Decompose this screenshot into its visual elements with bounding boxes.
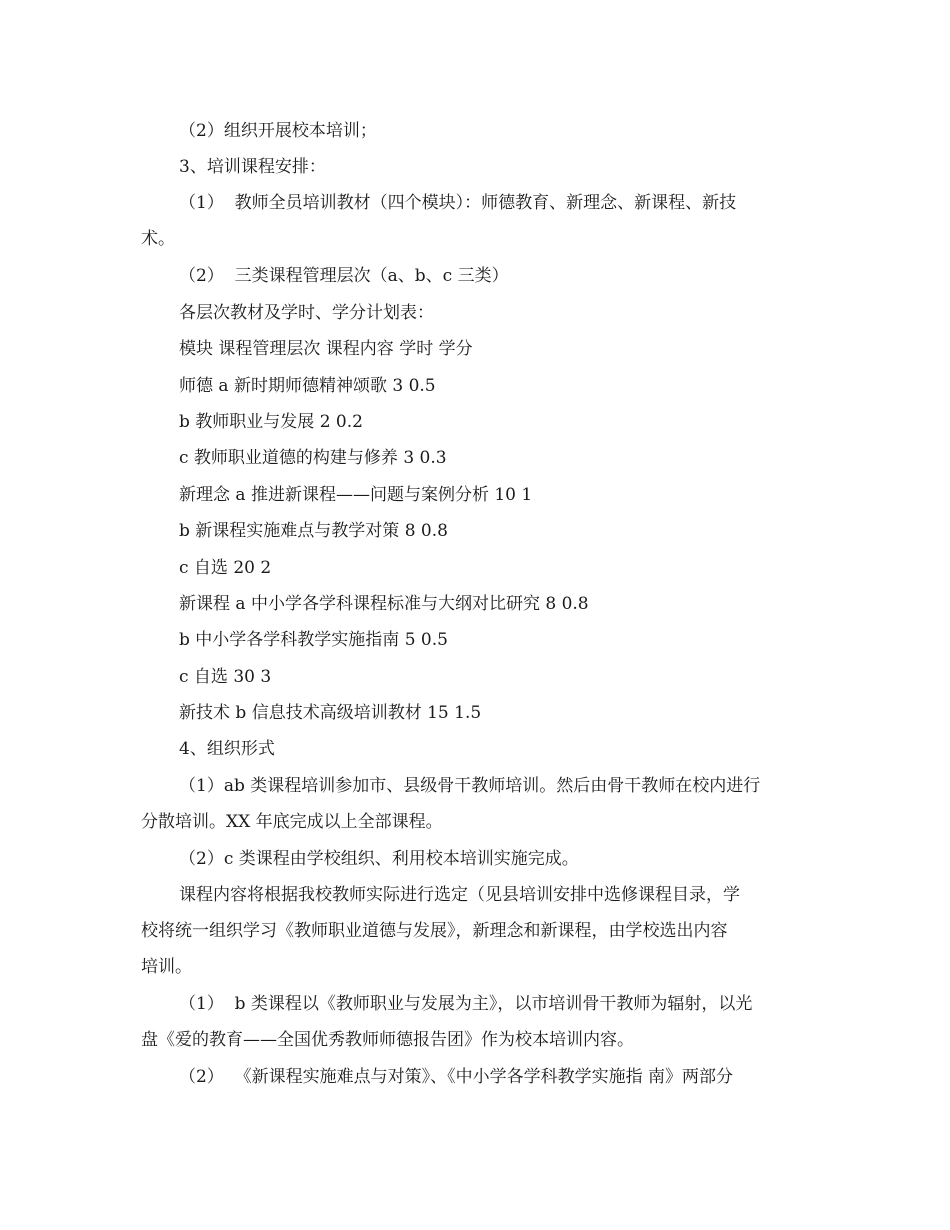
- text-line: （1）ab 类课程培训参加市、县级骨干教师培训。然后由骨干教师在校内进行: [179, 776, 761, 796]
- section-heading: 4、组织形式: [179, 739, 275, 759]
- text-line: 术。: [141, 229, 175, 249]
- text-line: （2） 《新课程实施难点与对策》、《中小学各学科教学实施指 南》两部分: [179, 1067, 734, 1087]
- section-heading: 3、培训课程安排：: [179, 157, 326, 177]
- table-row-line: 新课程 a 中小学各学科课程标准与大纲对比研究 8 0.8: [179, 594, 589, 614]
- text-line: 分散培训。XX 年底完成以上全部课程。: [141, 812, 443, 832]
- text-line: 盘《爱的教育——全国优秀教师师德报告团》作为校本培训内容。: [141, 1030, 634, 1050]
- table-header-line: 模块 课程管理层次 课程内容 学时 学分: [179, 339, 473, 359]
- table-row-line: b 新课程实施难点与教学对策 8 0.8: [179, 521, 448, 541]
- text-line: （2） 三类课程管理层次（a、b、c 三类）: [179, 266, 509, 286]
- table-row-line: c 自选 20 2: [179, 558, 272, 578]
- text-line: （2）组织开展校本培训；: [179, 121, 377, 141]
- text-line: 培训。: [141, 957, 192, 977]
- text-line: 课程内容将根据我校教师实际进行选定（见县培训安排中选修课程目录，学: [179, 885, 740, 905]
- table-row-line: b 中小学各学科教学实施指南 5 0.5: [179, 630, 448, 650]
- text-line: 各层次教材及学时、学分计划表：: [179, 303, 434, 323]
- table-row-line: c 自选 30 3: [179, 667, 272, 687]
- text-line: （1） 教师全员培训教材（四个模块）：师德教育、新理念、新课程、新技: [179, 193, 737, 213]
- text-line: 校将统一组织学习《教师职业道德与发展》，新理念和新课程，由学校选出内容: [141, 921, 728, 941]
- table-row-line: 师德 a 新时期师德精神颂歌 3 0.5: [179, 376, 436, 396]
- table-row-line: 新理念 a 推进新课程——问题与案例分析 10 1: [179, 485, 533, 505]
- text-line: （2）c 类课程由学校组织、利用校本培训实施完成。: [179, 849, 579, 869]
- text-line: （1） b 类课程以《教师职业与发展为主》，以市培训骨干教师为辐射，以光: [179, 994, 753, 1014]
- table-row-line: 新技术 b 信息技术高级培训教材 15 1.5: [179, 703, 482, 723]
- table-row-line: c 教师职业道德的构建与修养 3 0.3: [179, 448, 447, 468]
- table-row-line: b 教师职业与发展 2 0.2: [179, 412, 363, 432]
